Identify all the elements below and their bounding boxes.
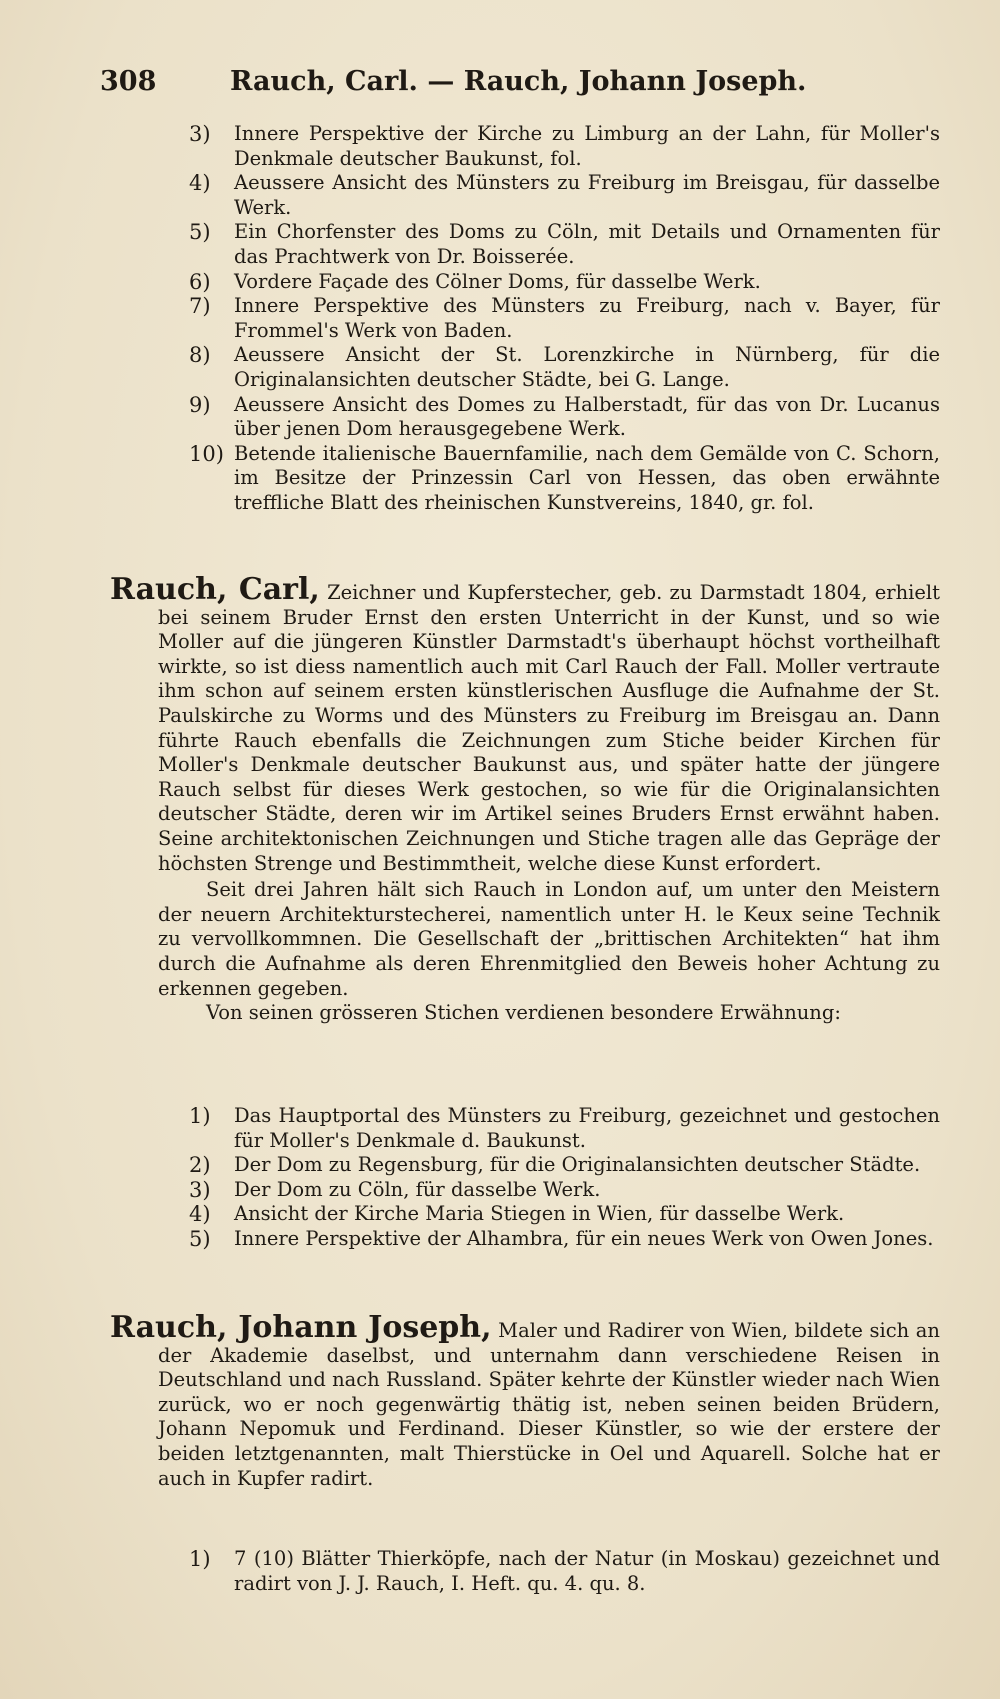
list-item-text: Ein Chorfenster des Doms zu Cöln, mit Details und Ornamenten für das Prachtwerk von Dr. Boisserée. [234, 220, 940, 268]
list-item-number: 5) [189, 220, 211, 245]
list-item-number: 1) [189, 1104, 211, 1128]
entry-johann-text-1: Maler und Radirer von Wien, bildete sich an der Akademie daselbst, und unternahm dann verschiedene Reisen in Deutschland und nach Russland. Später kehrte der Künstler wieder nach Wien zurück, wo er noch gegenwärtig thätig ist, neben seinen beiden Brüdern, Johann Nepomuk und Ferdinand. Dieser Künstler, so wie der erstere der beiden letztgenannten, malt Thierstücke in Oel und Aquarell. Solche hat er auch in Kupfer radirt. [158, 1319, 940, 1490]
list-item-text: Ansicht der Kirche Maria Stiegen in Wien, für dasselbe Werk. [234, 1202, 845, 1226]
list-item-text: Aeussere Ansicht der St. Lorenzkirche in Nürnberg, für die Originalansichten deutscher Städte, bei G. Lange. [234, 343, 940, 391]
list-item-text: 7 (10) Blätter Thierköpfe, nach der Natur (in Moskau) gezeichnet und radirt von J. J. Rauch, I. Heft. qu. 4. qu. 8. [234, 1547, 940, 1595]
list-item-number: 1) [189, 1547, 211, 1571]
works-list-johann [155, 1547, 940, 1596]
list-item [155, 171, 940, 220]
entry-carl-text-1: Zeichner und Kupferstecher, geb. zu Darmstadt 1804, erhielt bei seinem Bruder Ernst den ersten Unterricht in der Kunst, und so wie Moller auf die jüngeren Künstler Darmstadt's überhaupt höchst vortheilhaft wirkte, so ist diess namentlich auch mit Carl Rauch der Fall. Moller vertraute ihm schon auf seinem ersten künstlerischen Ausfluge die Aufnahme der St. Paulskirche zu Worms und des Münsters zu Freiburg im Breisgau an. Dann führte Rauch ebenfalls die Zeichnungen zum Stiche beider Kirchen für Moller's Denkmale deutscher Baukunst aus, und später hatte der jüngere Rauch selbst für dieses Werk gestochen, so wie für die Originalansichten deutscher Städte, deren wir im Artikel seines Bruders Ernst erwähnt haben. Seine architektonischen Zeichnungen und Stiche tragen alle das Gepräge der höchsten Strenge und Bestimmtheit, welche diese Kunst erfordert. [158, 581, 940, 875]
list-item [155, 220, 940, 269]
list-item [155, 1227, 940, 1252]
list-item [155, 442, 940, 516]
list-item [155, 294, 940, 343]
works-list-carl [155, 1104, 940, 1252]
list-item [155, 122, 940, 171]
list-item-number: 8) [189, 343, 211, 368]
list-item [155, 1202, 940, 1227]
page-header [100, 62, 900, 102]
list-item [155, 270, 940, 295]
list-item [155, 1153, 940, 1178]
list-item-text: Der Dom zu Cöln, für dasselbe Werk. [234, 1177, 601, 1201]
list-item [155, 1104, 940, 1153]
list-item [155, 393, 940, 442]
list-item-number: 4) [189, 171, 211, 196]
list-item-text: Betende italienische Bauernfamilie, nach dem Gemälde von C. Schorn, im Besitze der Prinzessin Carl von Hessen, das oben erwähnte treffliche Blatt des rheinischen Kunstvereins, 1840, gr. fol. [234, 441, 940, 514]
list-item-number: 10) [189, 441, 224, 466]
entry-carl-name: Rauch, Carl, [110, 572, 320, 607]
list-item-number: 9) [189, 392, 211, 417]
list-item-text: Innere Perspektive der Alhambra, für ein neues Werk von Owen Jones. [234, 1226, 934, 1250]
list-item-text: Aeussere Ansicht des Münsters zu Freiburg im Breisgau, für dasselbe Werk. [234, 171, 940, 219]
list-item-number: 2) [189, 1153, 211, 1178]
list-item-number: 6) [189, 269, 211, 294]
entry-carl-paragraph-3: Von seinen grösseren Stichen verdienen besondere Erwähnung: [206, 1001, 841, 1025]
list-item-number: 3) [189, 1177, 211, 1202]
list-item-number: 7) [189, 294, 211, 319]
list-item-number: 4) [189, 1202, 211, 1227]
list-item-text: Das Hauptportal des Münsters zu Freiburg, gezeichnet und gestochen für Moller's Denkmale d. Baukunst. [234, 1104, 940, 1152]
list-item [155, 1178, 940, 1203]
works-list-ernst [155, 122, 940, 516]
list-item-text: Innere Perspektive der Kirche zu Limburg an der Lahn, für Moller's Denkmale deutscher Baukunst, fol. [234, 122, 940, 170]
list-item [155, 1547, 940, 1596]
entry-johann-joseph-rauch [110, 1310, 940, 1491]
list-item-text: Innere Perspektive des Münsters zu Freiburg, nach v. Bayer, für Frommel's Werk von Baden. [234, 294, 940, 342]
list-item-text: Vordere Façade des Cölner Doms, für dasselbe Werk. [234, 269, 761, 293]
list-item-number: 5) [189, 1226, 211, 1251]
running-title: Rauch, Carl. — Rauch, Johann Joseph. [230, 66, 807, 97]
entry-johann-paragraph-1 [110, 1310, 940, 1491]
list-item [155, 343, 940, 392]
entry-carl-paragraph-1 [110, 572, 940, 876]
entry-carl-paragraph-2: Seit drei Jahren hält sich Rauch in London auf, um unter den Meistern der neuern Architekturstecherei, namentlich unter H. le Keux seine Technik zu vervollkommnen. Die Gesellschaft der „brittischen Architekten“ hat ihm durch die Aufnahme als deren Ehrenmitglied den Beweis hoher Achtung zu erkennen gegeben. [158, 878, 940, 1000]
list-item-number: 3) [189, 122, 211, 146]
list-item-text: Aeussere Ansicht des Domes zu Halberstadt, für das von Dr. Lucanus über jenen Dom herausgegebene Werk. [234, 392, 940, 441]
entry-johann-name: Rauch, Johann Joseph, [110, 1310, 492, 1345]
page-number: 308 [100, 66, 157, 97]
list-item-text: Der Dom zu Regensburg, für die Originalansichten deutscher Städte. [234, 1153, 921, 1177]
entry-carl-rauch [110, 572, 940, 1026]
